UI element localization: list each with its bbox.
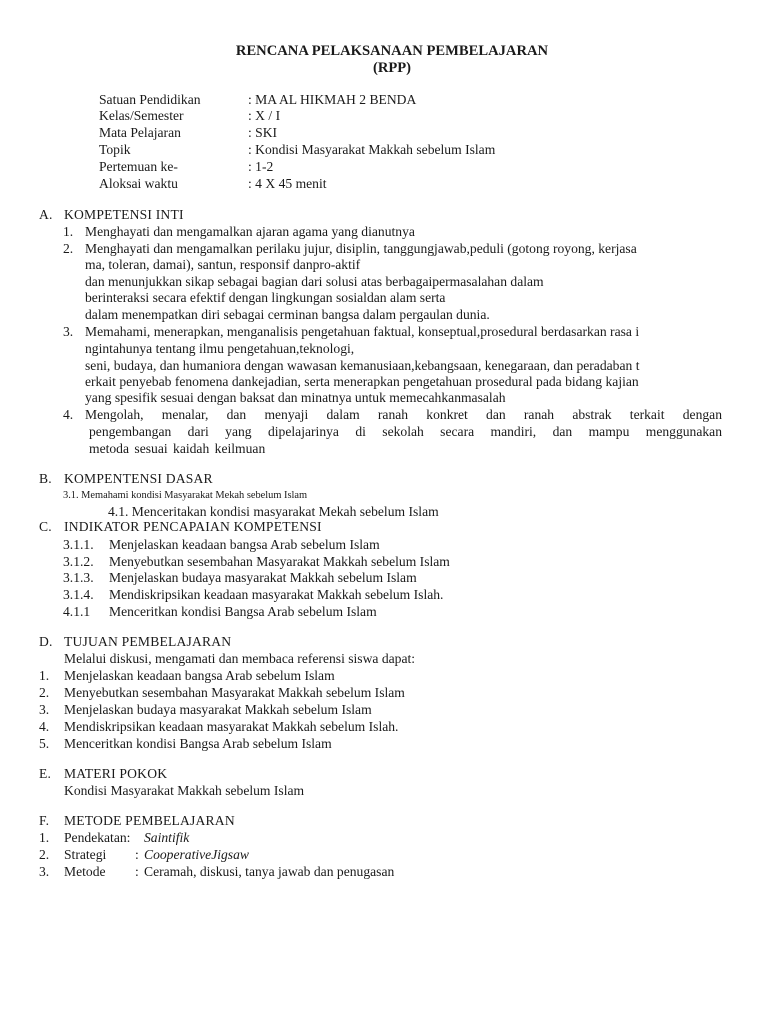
method-colon: : — [135, 847, 139, 862]
list-item-line: seni, budaya, dan humaniora dengan wawasan kemanusiaan,kebangsaan, kenegaraan, dan peradaban t — [85, 358, 640, 373]
identity-value: : Kondisi Masyarakat Makkah sebelum Islam — [248, 142, 496, 157]
identity-value: : X / I — [248, 108, 281, 123]
list-number: 3. — [39, 702, 50, 717]
list-item: Menceritkan kondisi Bangsa Arab sebelum Islam — [109, 604, 377, 619]
list-item-line: Mengolah, menalar, dan menyaji dalam ranah konkret dan ranah abstrak terkait dengan — [85, 407, 722, 422]
section-letter: E. — [39, 766, 52, 781]
list-item-line: ma, toleran, damai), santun, responsif danpro-aktif — [85, 257, 361, 272]
section-intro: Melalui diskusi, mengamati dan membaca referensi siswa dapat: — [64, 651, 416, 666]
list-item-line: dalam menempatkan diri sebagai cerminan bangsa dalam pergaulan dunia. — [85, 307, 490, 322]
section-heading: MATERI POKOK — [64, 766, 168, 781]
document-title: RENCANA PELAKSANAAN PEMBELAJARAN — [235, 43, 549, 59]
list-item-line: yang spesifik sesuai dengan baksat dan minatnya untuk memecahkanmasalah — [85, 390, 506, 405]
list-number: 3.1.1. — [63, 537, 94, 552]
list-item-line: pengembangan dari yang dipelajarinya di sekolah secara mandiri, dan mampu menggunakan — [89, 424, 722, 439]
list-item: Mendiskripsikan keadaan masyarakat Makkah sebelum Islah. — [109, 587, 444, 602]
list-number: 4.1.1 — [63, 604, 91, 619]
list-number: 3. — [63, 324, 74, 339]
list-number: 2. — [63, 241, 74, 256]
list-number: 4. — [39, 719, 50, 734]
list-number: 4. — [63, 407, 74, 422]
method-label: Pendekatan: — [64, 830, 131, 845]
list-number: 3.1.3. — [63, 570, 94, 585]
section-heading: TUJUAN PEMBELAJARAN — [64, 634, 232, 649]
list-item: Menghayati dan mengamalkan ajaran agama yang dianutnya — [85, 224, 415, 239]
list-number: 1. — [39, 668, 50, 683]
list-number: 3. — [39, 864, 50, 879]
list-item: Menjelaskan budaya masyarakat Makkah sebelum Islam — [64, 702, 372, 717]
section-letter: B. — [39, 471, 52, 486]
list-item: Menceritkan kondisi Bangsa Arab sebelum Islam — [64, 736, 332, 751]
list-item-line: erkait penyebab fenomena dankejadian, serta menerapkan pengetahuan prosedural pada bidang kajian — [85, 374, 639, 389]
section-body: Kondisi Masyarakat Makkah sebelum Islam — [64, 783, 305, 798]
method-colon: : — [135, 864, 139, 879]
list-item-line: metoda sesuai kaidah keilmuan — [89, 441, 266, 456]
list-item: 4.1. Menceritakan kondisi masyarakat Mekah sebelum Islam — [108, 504, 439, 519]
identity-value: : MA AL HIKMAH 2 BENDA — [248, 92, 417, 107]
section-heading: INDIKATOR PENCAPAIAN KOMPETENSI — [64, 519, 322, 534]
section-letter: C. — [39, 519, 52, 534]
list-number: 2. — [39, 847, 50, 862]
list-item: Menjelaskan keadaan bangsa Arab sebelum Islam — [109, 537, 380, 552]
identity-label: Satuan Pendidikan — [99, 92, 201, 107]
section-heading: METODE PEMBELAJARAN — [64, 813, 235, 828]
list-item: Menjelaskan budaya masyarakat Makkah sebelum Islam — [109, 570, 417, 585]
section-letter: D. — [39, 634, 53, 649]
section-heading: KOMPETENSI INTI — [64, 207, 184, 222]
list-item: 3.1. Memahami kondisi Masyarakat Mekah sebelum Islam — [63, 490, 308, 501]
identity-label: Kelas/Semester — [99, 108, 184, 123]
list-number: 3.1.4. — [63, 587, 94, 602]
identity-label: Pertemuan ke- — [99, 159, 178, 174]
method-value: Ceramah, diskusi, tanya jawab dan penugasan — [144, 864, 395, 879]
list-number: 5. — [39, 736, 50, 751]
list-item-line: Menghayati dan mengamalkan perilaku jujur, disiplin, tanggungjawab,peduli (gotong royong, kerjasa — [85, 241, 637, 256]
list-item-line: ngintahunya tentang ilmu pengetahuan,teknologi, — [85, 341, 355, 356]
method-value: CooperativeJigsaw — [144, 847, 249, 862]
list-item-line: Memahami, menerapkan, menganalisis pengetahuan faktual, konseptual,prosedural berdasarkan rasa i — [85, 324, 640, 339]
identity-label: Mata Pelajaran — [99, 125, 181, 140]
identity-value: : 1-2 — [248, 159, 274, 174]
identity-label: Aloksai waktu — [99, 176, 178, 191]
identity-value: : 4 X 45 menit — [248, 176, 327, 191]
list-number: 1. — [39, 830, 50, 845]
list-number: 1. — [63, 224, 74, 239]
list-number: 2. — [39, 685, 50, 700]
method-label: Strategi — [64, 847, 107, 862]
list-item: Menjelaskan keadaan bangsa Arab sebelum Islam — [64, 668, 335, 683]
identity-value: : SKI — [248, 125, 278, 140]
section-heading: KOMPENTENSI DASAR — [64, 471, 213, 486]
method-label: Metode — [64, 864, 106, 879]
list-item: Mendiskripsikan keadaan masyarakat Makkah sebelum Islah. — [64, 719, 399, 734]
method-value: Saintifik — [144, 830, 190, 845]
list-number: 3.1.2. — [63, 554, 94, 569]
list-item: Menyebutkan sesembahan Masyarakat Makkah sebelum Islam — [64, 685, 405, 700]
list-item: Menyebutkan sesembahan Masyarakat Makkah sebelum Islam — [109, 554, 450, 569]
document-subtitle: (RPP) — [372, 60, 412, 76]
section-letter: F. — [39, 813, 50, 828]
section-letter: A. — [39, 207, 53, 222]
list-item-line: dan menunjukkan sikap sebagai bagian dari solusi atas berbagaipermasalahan dalam — [85, 274, 544, 289]
identity-label: Topik — [99, 142, 131, 157]
list-item-line: berinteraksi secara efektif dengan lingkungan sosialdan alam serta — [85, 290, 446, 305]
